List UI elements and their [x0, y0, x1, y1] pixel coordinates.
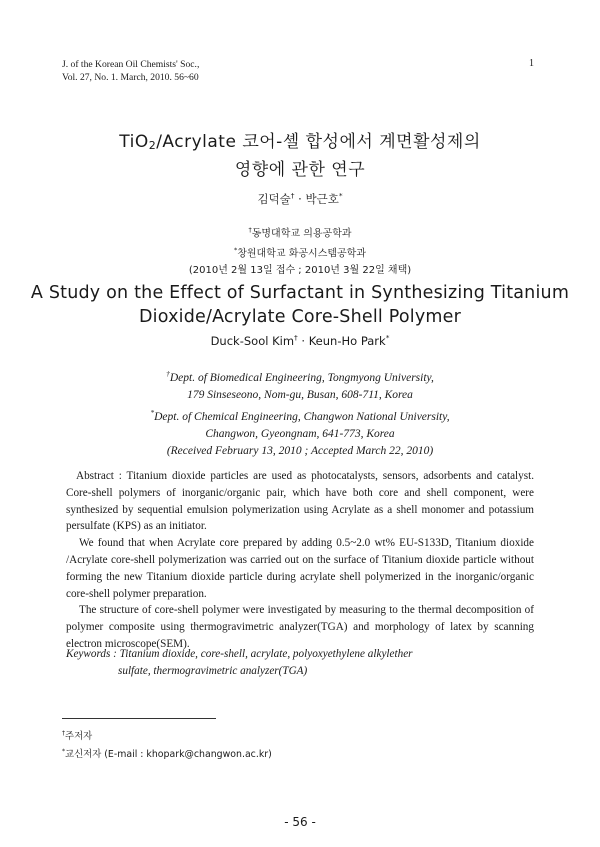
- abstract-paragraph-3: The structure of core-shell polymer were investigated by measuring to the thermal decomposition of polymer composite using thermogravimetric analyzer(TGA) and morphology of latex by scanning electron microscope(SEM).: [66, 604, 534, 650]
- english-aff-1-line-1: Dept. of Biomedical Engineering, Tongmyong University,: [169, 371, 434, 384]
- english-author-separator: ·: [297, 333, 309, 348]
- english-title: [0, 281, 600, 329]
- korean-author-1: 김덕술: [257, 192, 291, 206]
- footnote-1: 주저자: [65, 731, 93, 743]
- korean-aff-1: 동명대학교 의용공학과: [251, 228, 352, 240]
- english-author-1: Duck-Sool Kim: [210, 333, 295, 348]
- english-author-2: Keun-Ho Park: [308, 333, 386, 348]
- korean-affiliations: [0, 222, 600, 279]
- abstract-label: Abstract: [76, 470, 114, 482]
- footnote-2: 교신저자 (E-mail : khopark@changwon.ac.kr): [65, 749, 272, 761]
- english-aff-1-mark: †: [166, 369, 170, 378]
- page-footer-number: - 56 -: [284, 815, 316, 829]
- korean-aff-1-mark: †: [248, 226, 252, 234]
- keywords-line-1: : Titanium dioxide, core-shell, acrylate, polyoxyethylene alkylether: [110, 648, 413, 660]
- korean-author-1-mark: †: [290, 191, 295, 201]
- korean-title-subscript: 2: [148, 139, 157, 152]
- english-aff-1-line-2: 179 Sinseseono, Nom-gu, Busan, 608-711, Korea: [187, 388, 413, 401]
- abstract-paragraph-2: We found that when Acrylate core prepared by adding 0.5~2.0 wt% EU-S133D, Titanium dioxide /Acrylate core-shell polymerization was carried out on the surface of Titanium dioxide particle without forming the new Titanium dioxide particle during acrylate shell polymerized in the inorganic/organic core-shell polymer preparation.: [66, 537, 534, 600]
- journal-line-2: Vol. 27, No. 1. March, 2010. 56~60: [62, 72, 199, 83]
- korean-title-line-2: 영향에 관한 연구: [234, 160, 366, 180]
- english-title-line-2: Dioxide/Acrylate Core-Shell Polymer: [138, 307, 462, 327]
- footnote-divider: [62, 718, 216, 719]
- english-authors: [0, 333, 600, 348]
- english-aff-2-line-1: Dept. of Chemical Engineering, Changwon National University,: [154, 410, 450, 423]
- korean-authors: [0, 191, 600, 207]
- english-aff-2-mark: *: [150, 407, 155, 417]
- english-dates: (Received February 13, 2010 ; Accepted March 22, 2010): [166, 444, 434, 457]
- english-aff-2-line-2: Changwon, Gyeongnam, 641-773, Korea: [205, 427, 395, 440]
- korean-title-prefix: TiO: [119, 132, 149, 152]
- korean-author-separator: ·: [294, 192, 306, 206]
- keywords-line-2: sulfate, thermogravimetric analyzer(TGA): [118, 664, 308, 677]
- korean-aff-2-mark: *: [233, 246, 238, 255]
- footnotes: [62, 726, 272, 762]
- abstract-text-1: : Titanium dioxide particles are used as photocatalysts, sensors, adsorbents and catalyst. Core-shell polymers of inorganic/organic pair, which have both core and shell component, were synthesized by sequential emulsion polymerization using Acrylate as a shell monomer and potassium persulfate (KPS) as an initiator.: [66, 470, 534, 533]
- keywords: [66, 646, 536, 680]
- footnote-1-mark: †: [62, 730, 66, 737]
- journal-header: [62, 58, 199, 84]
- korean-title: [0, 130, 600, 183]
- korean-dates: (2010년 2월 13일 접수 ; 2010년 3월 22일 채택): [188, 264, 412, 276]
- english-author-1-mark: †: [294, 333, 298, 342]
- abstract-paragraph-1: [66, 468, 534, 535]
- page-number: 1: [529, 58, 534, 69]
- keywords-label: Keywords: [66, 648, 111, 660]
- english-affiliations: [0, 365, 600, 460]
- abstract: [66, 468, 534, 653]
- english-title-line-1: A Study on the Effect of Surfactant in Synthesizing Titanium: [30, 283, 570, 303]
- korean-aff-2: 창원대학교 화공시스템공학과: [237, 248, 366, 260]
- korean-author-2: 박근호: [305, 192, 339, 206]
- korean-author-2-mark: *: [338, 191, 343, 201]
- footnote-2-mark: *: [62, 748, 66, 756]
- journal-line-1: J. of the Korean Oil Chemists' Soc.,: [62, 59, 200, 70]
- english-author-2-mark: *: [385, 333, 390, 342]
- korean-title-rest: /Acrylate 코어-셸 합성에서 계면활성제의: [156, 132, 481, 152]
